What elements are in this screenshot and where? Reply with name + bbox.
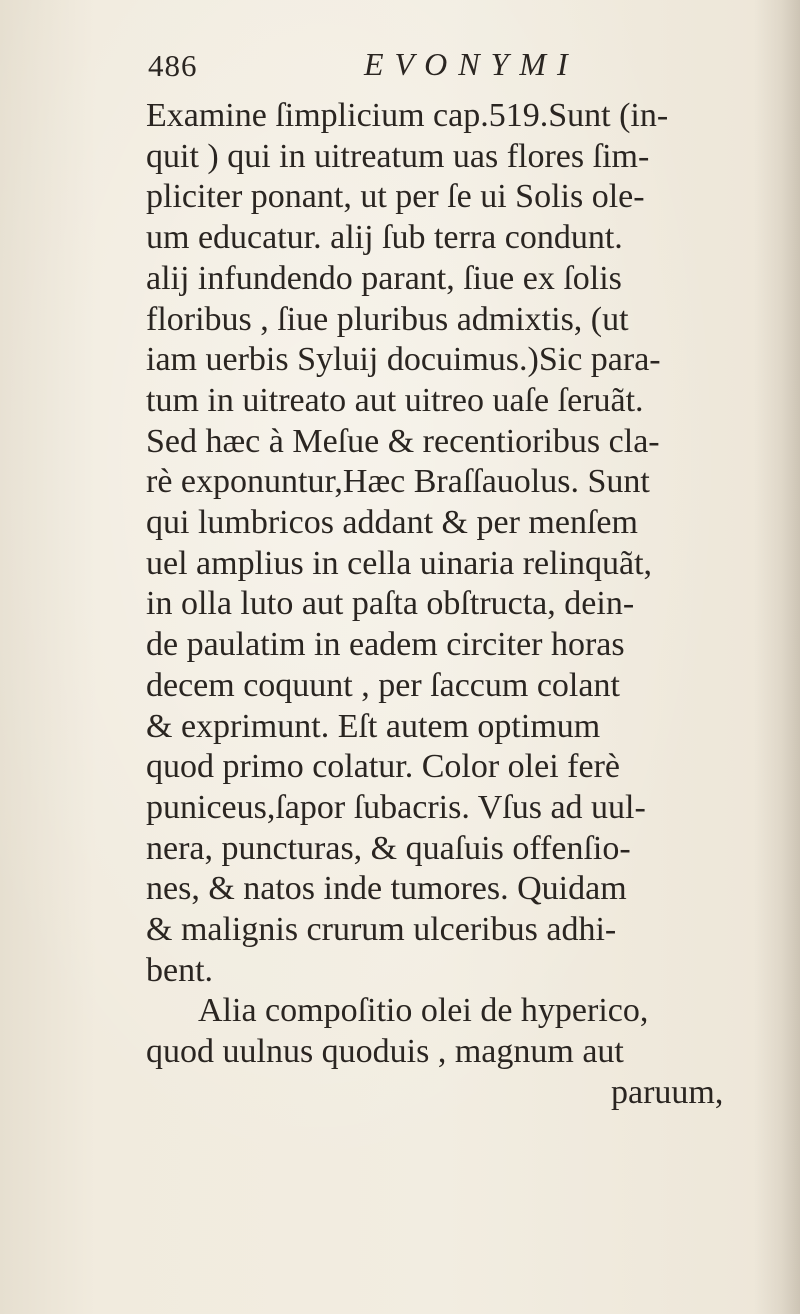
text-line: bent.	[146, 951, 214, 989]
text-line: floribus , ſiue pluribus admixtis, (ut	[146, 300, 629, 338]
catchword-line: paruum,	[611, 1073, 724, 1111]
text-line: in olla luto aut paſta obſtructa, dein-	[146, 585, 635, 623]
text-line: & exprimunt. Eſt autem optimum	[146, 707, 601, 745]
text-line: puniceus,ſapor ſubacris. Vſus ad uul-	[146, 788, 646, 826]
text-line: rè exponuntur,Hæc Braſſauolus. Sunt	[146, 463, 650, 501]
text-line: nes, & natos inde tumores. Quidam	[146, 870, 627, 908]
text-line: Sed hæc à Meſue & recentioribus cla-	[146, 422, 660, 460]
running-head: EVONYMI	[364, 46, 579, 82]
text-line: de paulatim in eadem circiter horas	[146, 626, 625, 664]
text-line: Examine ſimplicium cap.519.Sunt (in-	[146, 97, 669, 134]
text-line: quit ) qui in uitreatum uas flores ſim-	[146, 137, 650, 175]
text-line: tum in uitreato aut uitreo uaſe ſeruãt.	[146, 381, 644, 419]
page-number: 486	[148, 48, 198, 83]
paragraph-start-line: Alia compoſitio olei de hyperico,	[198, 992, 649, 1030]
text-line: iam uerbis Syluij docuimus.)Sic para-	[146, 341, 661, 379]
text-line: alij infundendo parant, ſiue ex ſolis	[146, 259, 622, 297]
text-line: qui lumbricos addant & per menſem	[146, 504, 638, 542]
text-line: & malignis crurum ulceribus adhi-	[146, 911, 617, 949]
page-header	[148, 42, 768, 94]
text-line: quod primo colatur. Color olei ferè	[146, 748, 620, 786]
text-line: uel amplius in cella uinaria relinquãt,	[146, 544, 653, 582]
text-line: quod uulnus quoduis , magnum aut	[146, 1033, 624, 1071]
body-text	[146, 96, 771, 1114]
text-line: um educatur. alij ſub terra condunt.	[146, 219, 623, 257]
text-line: nera, puncturas, & quaſuis offenſio-	[146, 829, 631, 867]
text-line: pliciter ponant, ut per ſe ui Solis ole-	[146, 178, 645, 216]
text-line: decem coquunt , per ſaccum colant	[146, 666, 620, 704]
